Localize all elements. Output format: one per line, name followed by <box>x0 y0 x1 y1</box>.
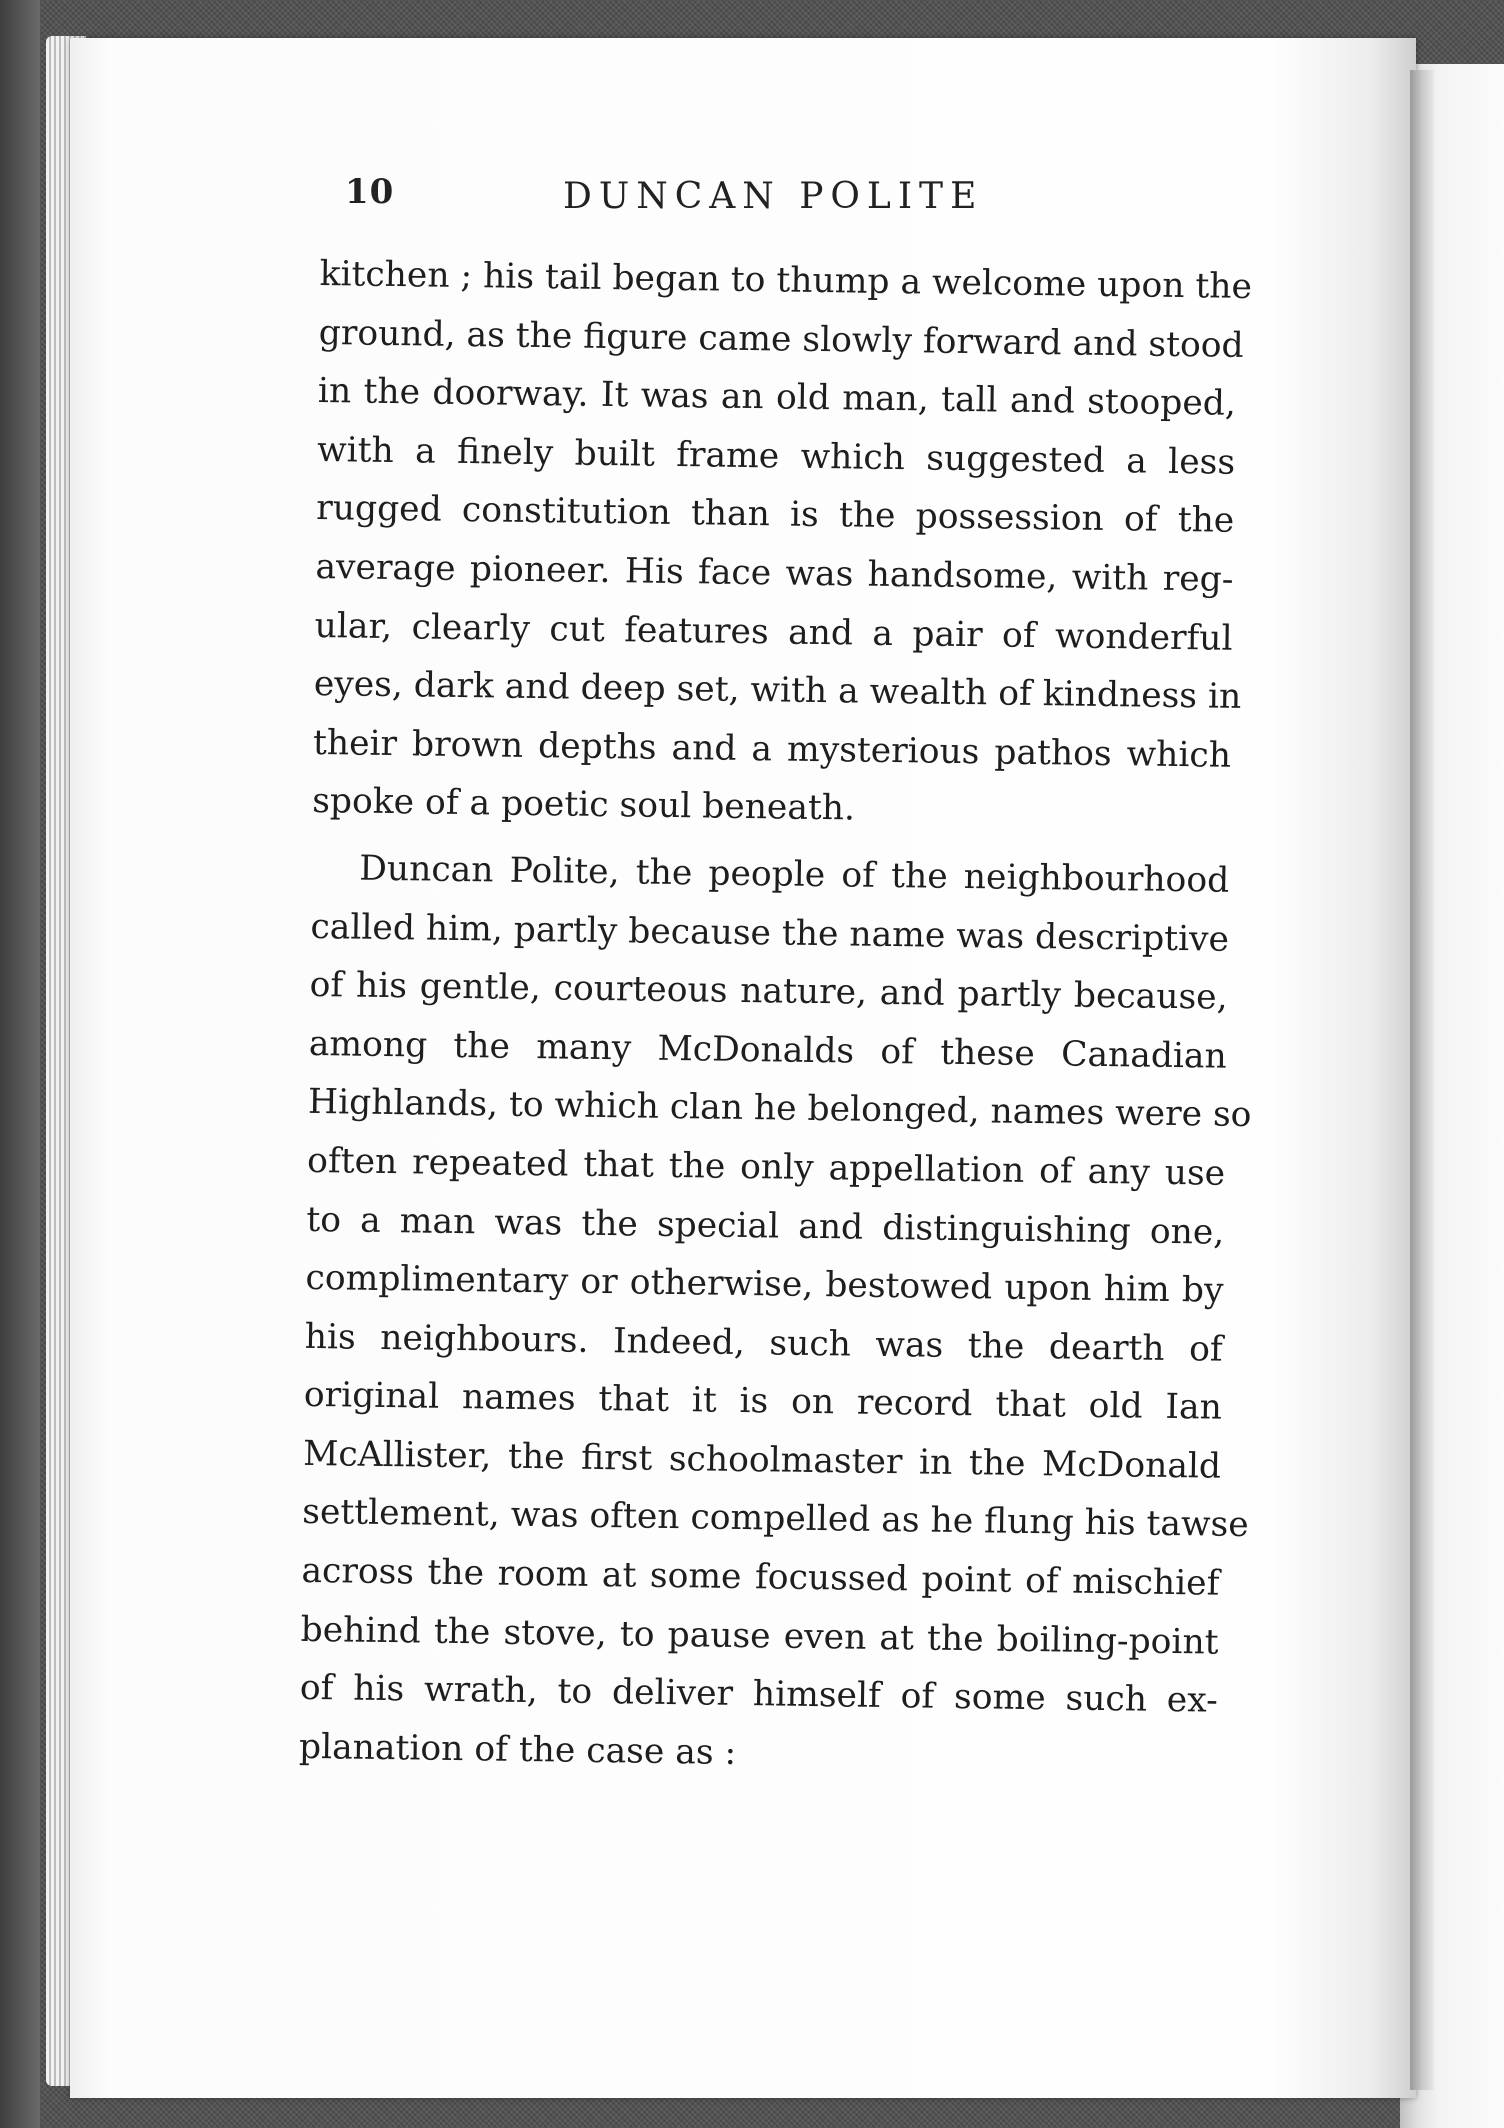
text-line: often repeated that the only appellation of any use <box>306 1140 1226 1194</box>
text-line: their brown depths and a mysterious pathos which <box>312 722 1232 776</box>
text-line: called him, partly because the name was descriptive <box>310 906 1230 960</box>
text-line: spoke of a poetic soul beneath. <box>311 781 856 829</box>
text-line: of his gentle, courteous nature, and partly because, <box>309 965 1228 1018</box>
text-line: his neighbours. Indeed, such was the dearth of <box>304 1316 1223 1370</box>
text-line: rugged constitution than is the possession of the <box>316 488 1235 542</box>
text-line: of his wrath, to deliver himself of some such ex- <box>299 1668 1219 1721</box>
text-line: ular, clearly cut features and a pair of wonderful <box>314 605 1233 659</box>
text-line: Highlands, to which clan he belonged, names were so <box>307 1082 1252 1136</box>
text-line: across the room at some focussed point of mischief <box>301 1550 1220 1604</box>
text-line: kitchen ; his tail began to thump a welcome upon the <box>319 253 1253 308</box>
text-line: ground, as the figure came slowly forward and stood <box>318 312 1244 366</box>
text-line: with a finely built frame which suggested a less <box>316 429 1236 483</box>
text-line: settlement, was often compelled as he flung his tawse <box>302 1492 1249 1546</box>
text-line: planation of the case as : <box>298 1726 737 1773</box>
text-line: among the many McDonalds of these Canadian <box>308 1023 1228 1077</box>
binding-edge <box>0 0 40 2128</box>
paragraph-2 <box>298 839 1252 1789</box>
text-line: complimentary or otherwise, bestowed upon him by <box>305 1257 1224 1311</box>
text-line: eyes, dark and deep set, with a wealth of kindness in <box>313 664 1242 718</box>
gutter-shadow <box>1410 70 1434 2090</box>
text-line: to a man was the special and distinguishing one, <box>306 1199 1225 1253</box>
body-text <box>298 245 1253 1789</box>
running-title: DUNCAN POLITE <box>563 176 984 217</box>
text-line: in the doorway. It was an old man, tall and stooped, <box>317 371 1237 424</box>
paragraph-1 <box>311 245 1253 844</box>
text-line: behind the stove, to pause even at the boiling-point <box>300 1609 1219 1663</box>
text-line: McAllister, the first schoolmaster in the McDonald <box>302 1433 1222 1487</box>
text-line: original names that it is on record that old Ian <box>303 1375 1223 1428</box>
page-header <box>345 172 1045 232</box>
page-number: 10 <box>345 172 395 212</box>
text-line: average pioneer. His face was handsome, with reg- <box>315 546 1234 600</box>
text-line: Duncan Polite, the people of the neighbourhood <box>359 848 1230 901</box>
